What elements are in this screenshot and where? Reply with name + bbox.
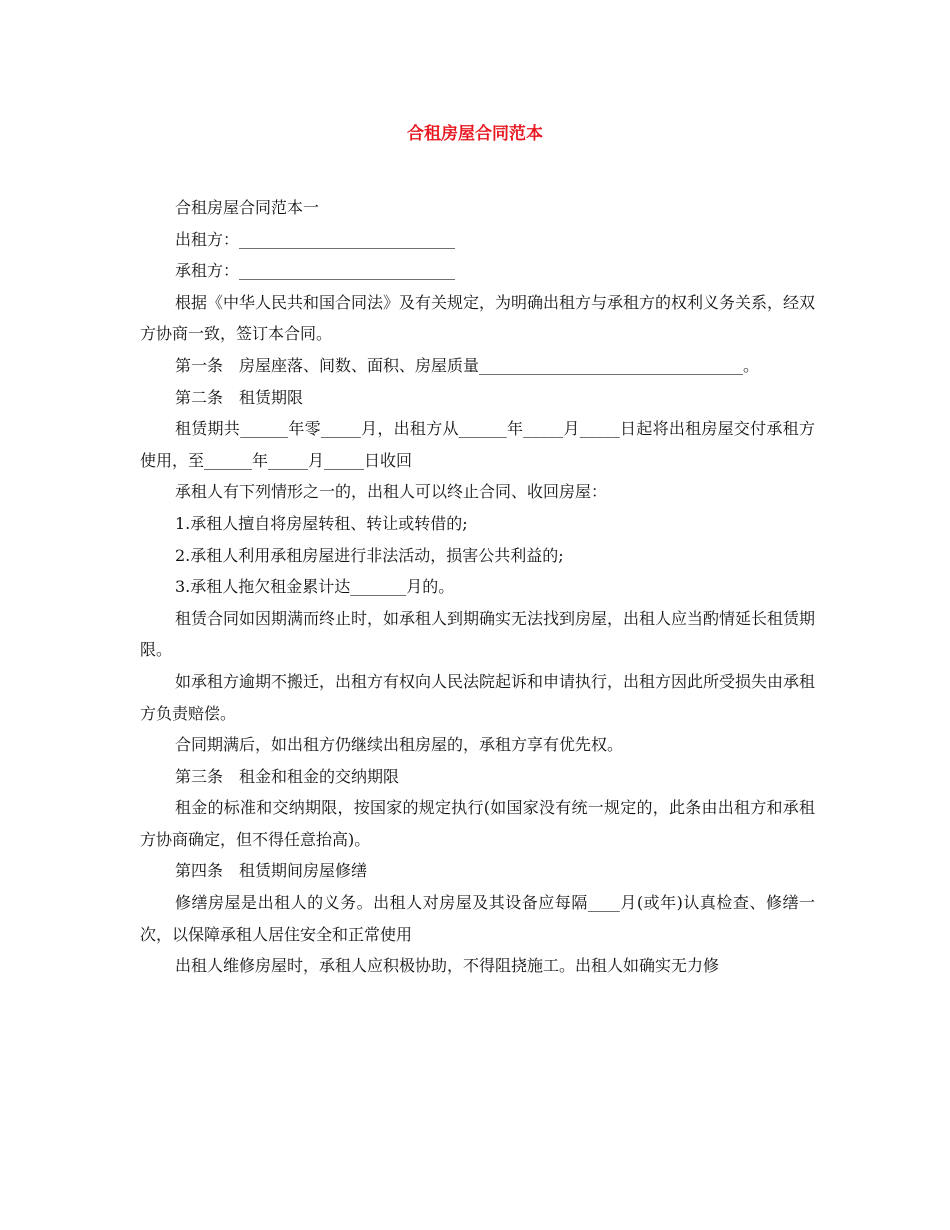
- paragraph-priority-right: 合同期满后，如出租方仍继续出租房屋的，承租方享有优先权。: [175, 735, 624, 755]
- paragraph-overdue-move: 如承租方逾期不搬迁，出租方有权向人民法院起诉和申请执行，出租方因此所受损失由承租方负责赔偿。: [140, 671, 816, 723]
- paragraph-repair-duty: 修缮房屋是出租人的义务。出租人对房屋及其设备应每隔____月(或年)认真检查、修缮一次，以保障承租人居住安全和正常使用: [140, 893, 815, 944]
- paragraph-termination-intro: 承租人有下列情形之一的，出租人可以终止合同、收回房屋：: [175, 482, 608, 502]
- paragraph-termination-item-1: 1.承租人擅自将房屋转租、转让或转借的;: [175, 513, 468, 533]
- paragraph-termination-item-3: 3.承租人拖欠租金累计达_______月的。: [175, 577, 455, 597]
- paragraph-contract-heading: 合租房屋合同范本一: [175, 198, 320, 217]
- paragraph-rent-standard: 租金的标准和交纳期限，按国家的规定执行(如国家没有统一规定的，此条由出租方和承租方协商确定，但不得任意抬高)。: [140, 798, 815, 849]
- paragraph-lessor: 出租方：___________________________: [175, 229, 456, 249]
- document-body: [140, 192, 815, 982]
- paragraph-article-2-heading: 第二条 租赁期限: [175, 387, 304, 407]
- paragraph-repair-cooperation: 出租人维修房屋时，承租人应积极协助，不得阻挠施工。出租人如确实无力修: [175, 956, 720, 976]
- paragraph-termination-item-2: 2.承租人利用承租房屋进行非法活动，损害公共利益的;: [175, 545, 564, 565]
- document-title: 合租房屋合同范本: [407, 124, 543, 144]
- paragraph-lessee: 承租方：___________________________: [175, 261, 456, 281]
- paragraph-lease-term: 租赁期共______年零_____月，出租方从______年_____月_____日起将出租房屋交付承租方使用，至______年_____月_____日收回: [140, 419, 815, 470]
- paragraph-article-4-heading: 第四条 租赁期间房屋修缮: [175, 861, 368, 881]
- paragraph-article-1: 第一条 房屋座落、间数、面积、房屋质量_________________________________。: [175, 355, 760, 375]
- paragraph-preamble: 根据《中华人民共和国合同法》及有关规定，为明确出租方与承租方的权利义务关系，经双方协商一致，签订本合同。: [140, 292, 816, 344]
- paragraph-article-3-heading: 第三条 租金和租金的交纳期限: [175, 766, 400, 786]
- paragraph-expiry-extension: 租赁合同如因期满而终止时，如承租人到期确实无法找到房屋，出租人应当酌情延长租赁期限。: [140, 608, 816, 660]
